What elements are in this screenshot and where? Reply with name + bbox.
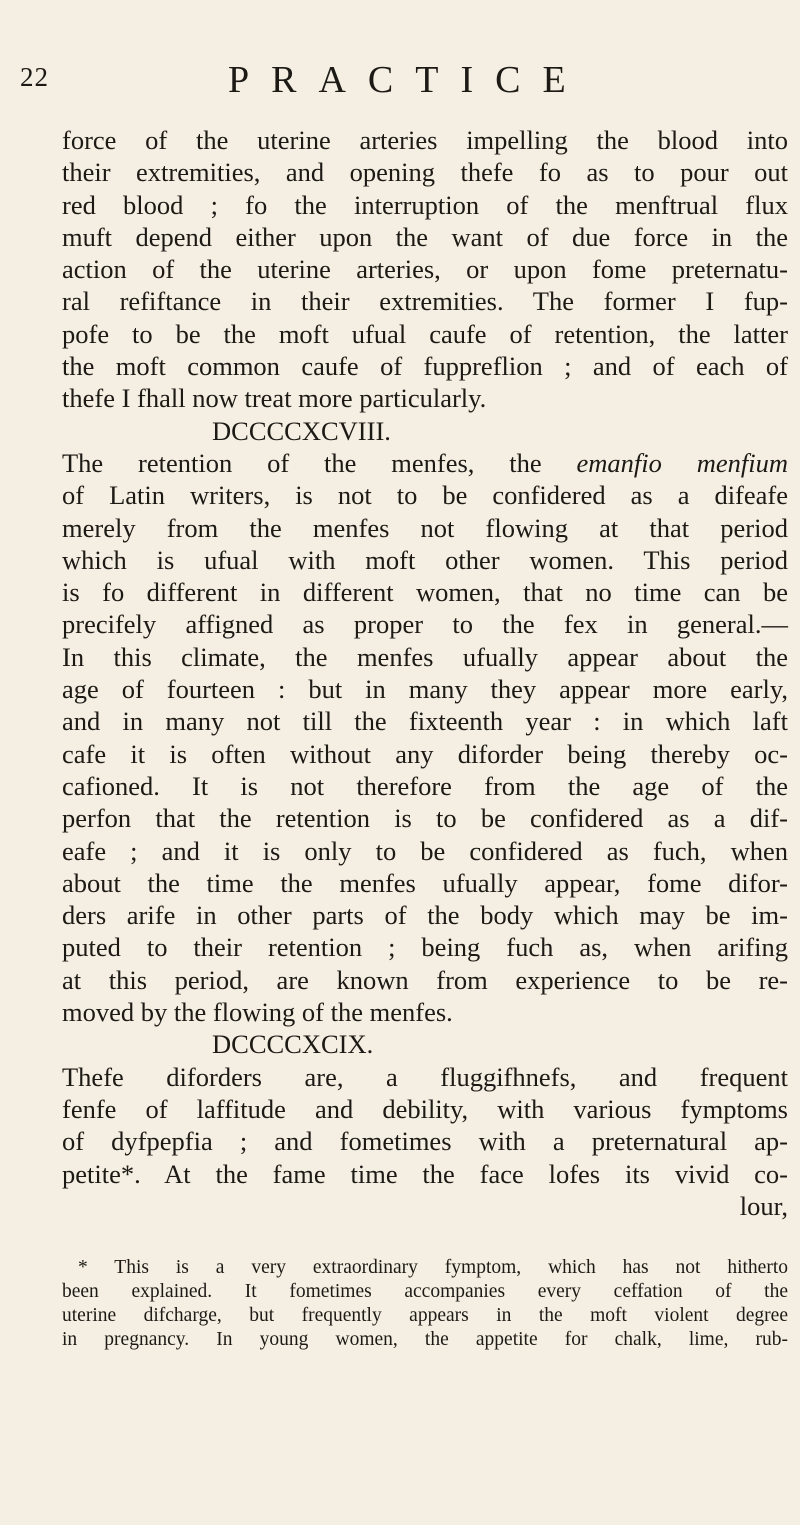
text-line: ders arife in other parts of the body which may be im- — [62, 900, 788, 931]
text-line: muft depend either upon the want of due force in the — [62, 221, 788, 252]
text-line: precifely affigned as proper to the fex in general.— — [62, 609, 788, 640]
text-line: petite*. At the fame time the face lofes its vivid co- — [62, 1158, 788, 1189]
text-line: of Latin writers, is not to be confidered as a difeafe — [62, 480, 788, 511]
text-line: puted to their retention ; being fuch as, when arifing — [62, 932, 788, 963]
text-line: merely from the menfes not flowing at that period — [62, 512, 788, 543]
text-line: about the time the menfes ufually appear, fome difor- — [62, 867, 788, 898]
section-number: DCCCCXCIX. — [212, 1029, 374, 1060]
text-line: is fo different in different women, that no time can be — [62, 577, 788, 608]
text-line: red blood ; fo the interruption of the menftrual flux — [62, 189, 788, 220]
text-line: which is ufual with moft other women. This period — [62, 544, 788, 575]
page-number: 22 — [20, 62, 49, 92]
text-line: Thefe diforders are, a fluggifhnefs, and frequent — [62, 1061, 788, 1092]
text-line: fenfe of laffitude and debility, with various fymptoms — [62, 1093, 788, 1124]
text-line: their extremities, and opening thefe fo as to pour out — [62, 157, 788, 188]
catchword: lour, — [739, 1190, 788, 1221]
text-line: thefe I fhall now treat more particularly. — [62, 383, 487, 414]
text-line-start: The retention of the menfes, the — [62, 447, 577, 478]
text-line: perfon that the retention is to be confidered as a dif- — [62, 803, 788, 834]
text-line: pofe to be the moft ufual caufe of retention, the latter — [62, 318, 788, 349]
footnote-line: uterine difcharge, but frequently appears in the moft violent degree — [62, 1305, 788, 1326]
text-line: the moft common caufe of fuppreflion ; and of each of — [62, 351, 788, 382]
text-line: age of fourteen : but in many they appear more early, — [62, 674, 788, 705]
text-line: cafioned. It is not therefore from the age of the — [62, 770, 788, 801]
footnote-line: in pregnancy. In young women, the appetite for chalk, lime, rub- — [62, 1329, 788, 1350]
section-number: DCCCCXCVIII. — [212, 415, 391, 446]
text-line: In this climate, the menfes ufually appear about the — [62, 641, 788, 672]
footnote-line: * This is a very extraordinary fymptom, which has not hitherto — [78, 1257, 788, 1278]
text-line: action of the uterine arteries, or upon fome preternatu- — [62, 254, 788, 285]
text-line: of dyfpepfia ; and fometimes with a preternatural ap- — [62, 1126, 788, 1157]
running-title: PRACTICE — [228, 59, 588, 101]
footnote-line: been explained. It fometimes accompanies every ceffation of the — [62, 1281, 788, 1302]
footnote — [62, 1256, 788, 1352]
text-line: cafe it is often without any diforder being thereby oc- — [62, 738, 788, 769]
text-line: force of the uterine arteries impelling the blood into — [62, 125, 788, 155]
text-line — [62, 447, 788, 479]
text-line: at this period, are known from experience to be re- — [62, 964, 788, 995]
text-line: and in many not till the fixteenth year : in which laft — [62, 706, 788, 737]
text-line: eafe ; and it is only to be confidered as fuch, when — [62, 835, 788, 866]
main-text — [62, 124, 788, 1222]
text-line: ral refiftance in their extremities. The former I fup- — [62, 286, 788, 317]
text-line: moved by the flowing of the menfes. — [62, 997, 453, 1028]
italic-phrase: emanfio menfium — [576, 447, 789, 478]
